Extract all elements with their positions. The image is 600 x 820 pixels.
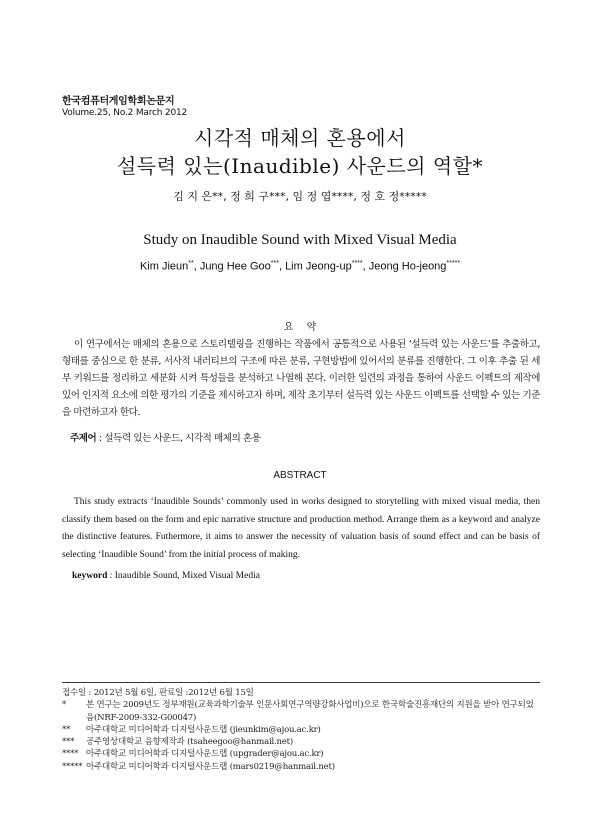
footnote-divider [62, 682, 540, 683]
footnote-text: 공주영상대학교 음향제작과 (tsaheegoo@hanmail.net) [86, 737, 293, 748]
journal-volume: Volume.25, No.2 March 2012 [62, 108, 188, 118]
footnote [62, 736, 540, 748]
english-keywords [72, 571, 260, 581]
english-abstract-body: This study extracts ‘Inaudible Sounds’ commonly used in works designed to storytelling with mixed visual media, then classify them based on the form and epic narrative structure and production method. Arrange them as a keyword and analyze the distinctive features. Futhermore, it aims to answer the necessity of valuation basis of sound effect and can be basis of selecting ‘Inaudible Sound’ from the initial process of making. [62, 497, 540, 560]
footnote [62, 687, 540, 699]
author-mark: *** [270, 260, 279, 267]
korean-title [0, 124, 600, 180]
journal-name: 한국컴퓨터게임학회논문지 [62, 96, 175, 107]
korean-keywords-text: : 설득력 있는 사운드, 시각적 매체의 혼용 [96, 433, 261, 444]
footnotes [62, 687, 540, 773]
footnote-text: 본 연구는 2009년도 정부재원(교육과학기술부 인문사회연구역량강화사업비)으로 한국학술진흥재단의 지원을 받아 연구되었음(NRF-2009-332-G00047) [86, 700, 534, 723]
korean-abstract-body: 이 연구에서는 매체의 혼용으로 스토리텔링을 진행하는 작품에서 공통적으로 사용된 ‘설득력 있는 사운드’를 추출하고, 형태를 중심으로 한 분류, 서사적 내러티브의 구조에 따른 분류, 구현방법에 있어서의 분류를 진행한다. 그 이후 추출 된 세부 키워드를 정리하고 세분화 시켜 특성들을 분석하고 나열해 본다. 이러한 일련의 과정을 통하여 사운드 이펙트의 제작에 있어 인지적 요소에 의한 평가의 기준을 제시하고자 하며, 제작 초기부터 설득력 있는 사운드 이펙트를 선택할 수 있는 기준을 마련하고자 한다. [62, 339, 540, 418]
footnote-mark: ***** [62, 761, 83, 772]
footnote [62, 761, 540, 773]
footnote-mark: * [62, 700, 67, 711]
korean-abstract-heading: 요 약 [283, 322, 317, 333]
english-keywords-text: : Inaudible Sound, Mixed Visual Media [107, 571, 260, 581]
footnote [62, 699, 540, 724]
footnote-text: 아주대학교 미디어학과 디지털사운드랩 (upgrader@ajou.ac.kr) [86, 749, 324, 760]
english-title: Study on Inaudible Sound with Mixed Visual Media [143, 232, 457, 248]
korean-title-line1: 시각적 매체의 혼용에서 [194, 126, 406, 150]
footnote-text: 아주대학교 미디어학과 디지털사운드랩 (jieunkim@ajou.ac.kr) [86, 724, 321, 735]
author-mark: ** [188, 260, 194, 267]
author-mark: ***** [446, 260, 461, 267]
english-authors: Kim Jieun**, Jung Hee Goo***, Lim Jeong-up****, Jeong Ho-jeong***** [139, 260, 461, 273]
footnote-text: 접수일 : 2012년 5월 6일, 판료일 :2012년 6월 15일 [62, 688, 254, 698]
author-name: Lim Jeong-up [285, 260, 352, 273]
author-name: Kim Jieun [139, 260, 189, 273]
korean-title-line2: 설득력 있는(Inaudible) 사운드의 역할* [116, 154, 484, 178]
english-keywords-label: keyword [72, 571, 108, 581]
english-abstract-heading: ABSTRACT [273, 470, 327, 481]
journal-header [62, 92, 187, 118]
footnote-mark: ** [62, 724, 71, 735]
footnote-text: 아주대학교 미디어학과 디지털사운드랩 (mars0219@hanmail.net) [86, 761, 335, 772]
footnote-mark: *** [62, 737, 75, 748]
korean-keywords-label: 주제어 [70, 433, 97, 444]
author-name: Jung Hee Goo [199, 260, 271, 273]
korean-authors: 김 지 은**, 정 희 구***, 임 정 엽****, 정 호 정***** [173, 190, 427, 203]
footnote-mark: **** [62, 749, 79, 760]
korean-keywords [70, 430, 261, 444]
footnote [62, 748, 540, 760]
author-name: Jeong Ho-jeong [368, 260, 447, 273]
author-mark: **** [351, 260, 363, 267]
footnote [62, 724, 540, 736]
